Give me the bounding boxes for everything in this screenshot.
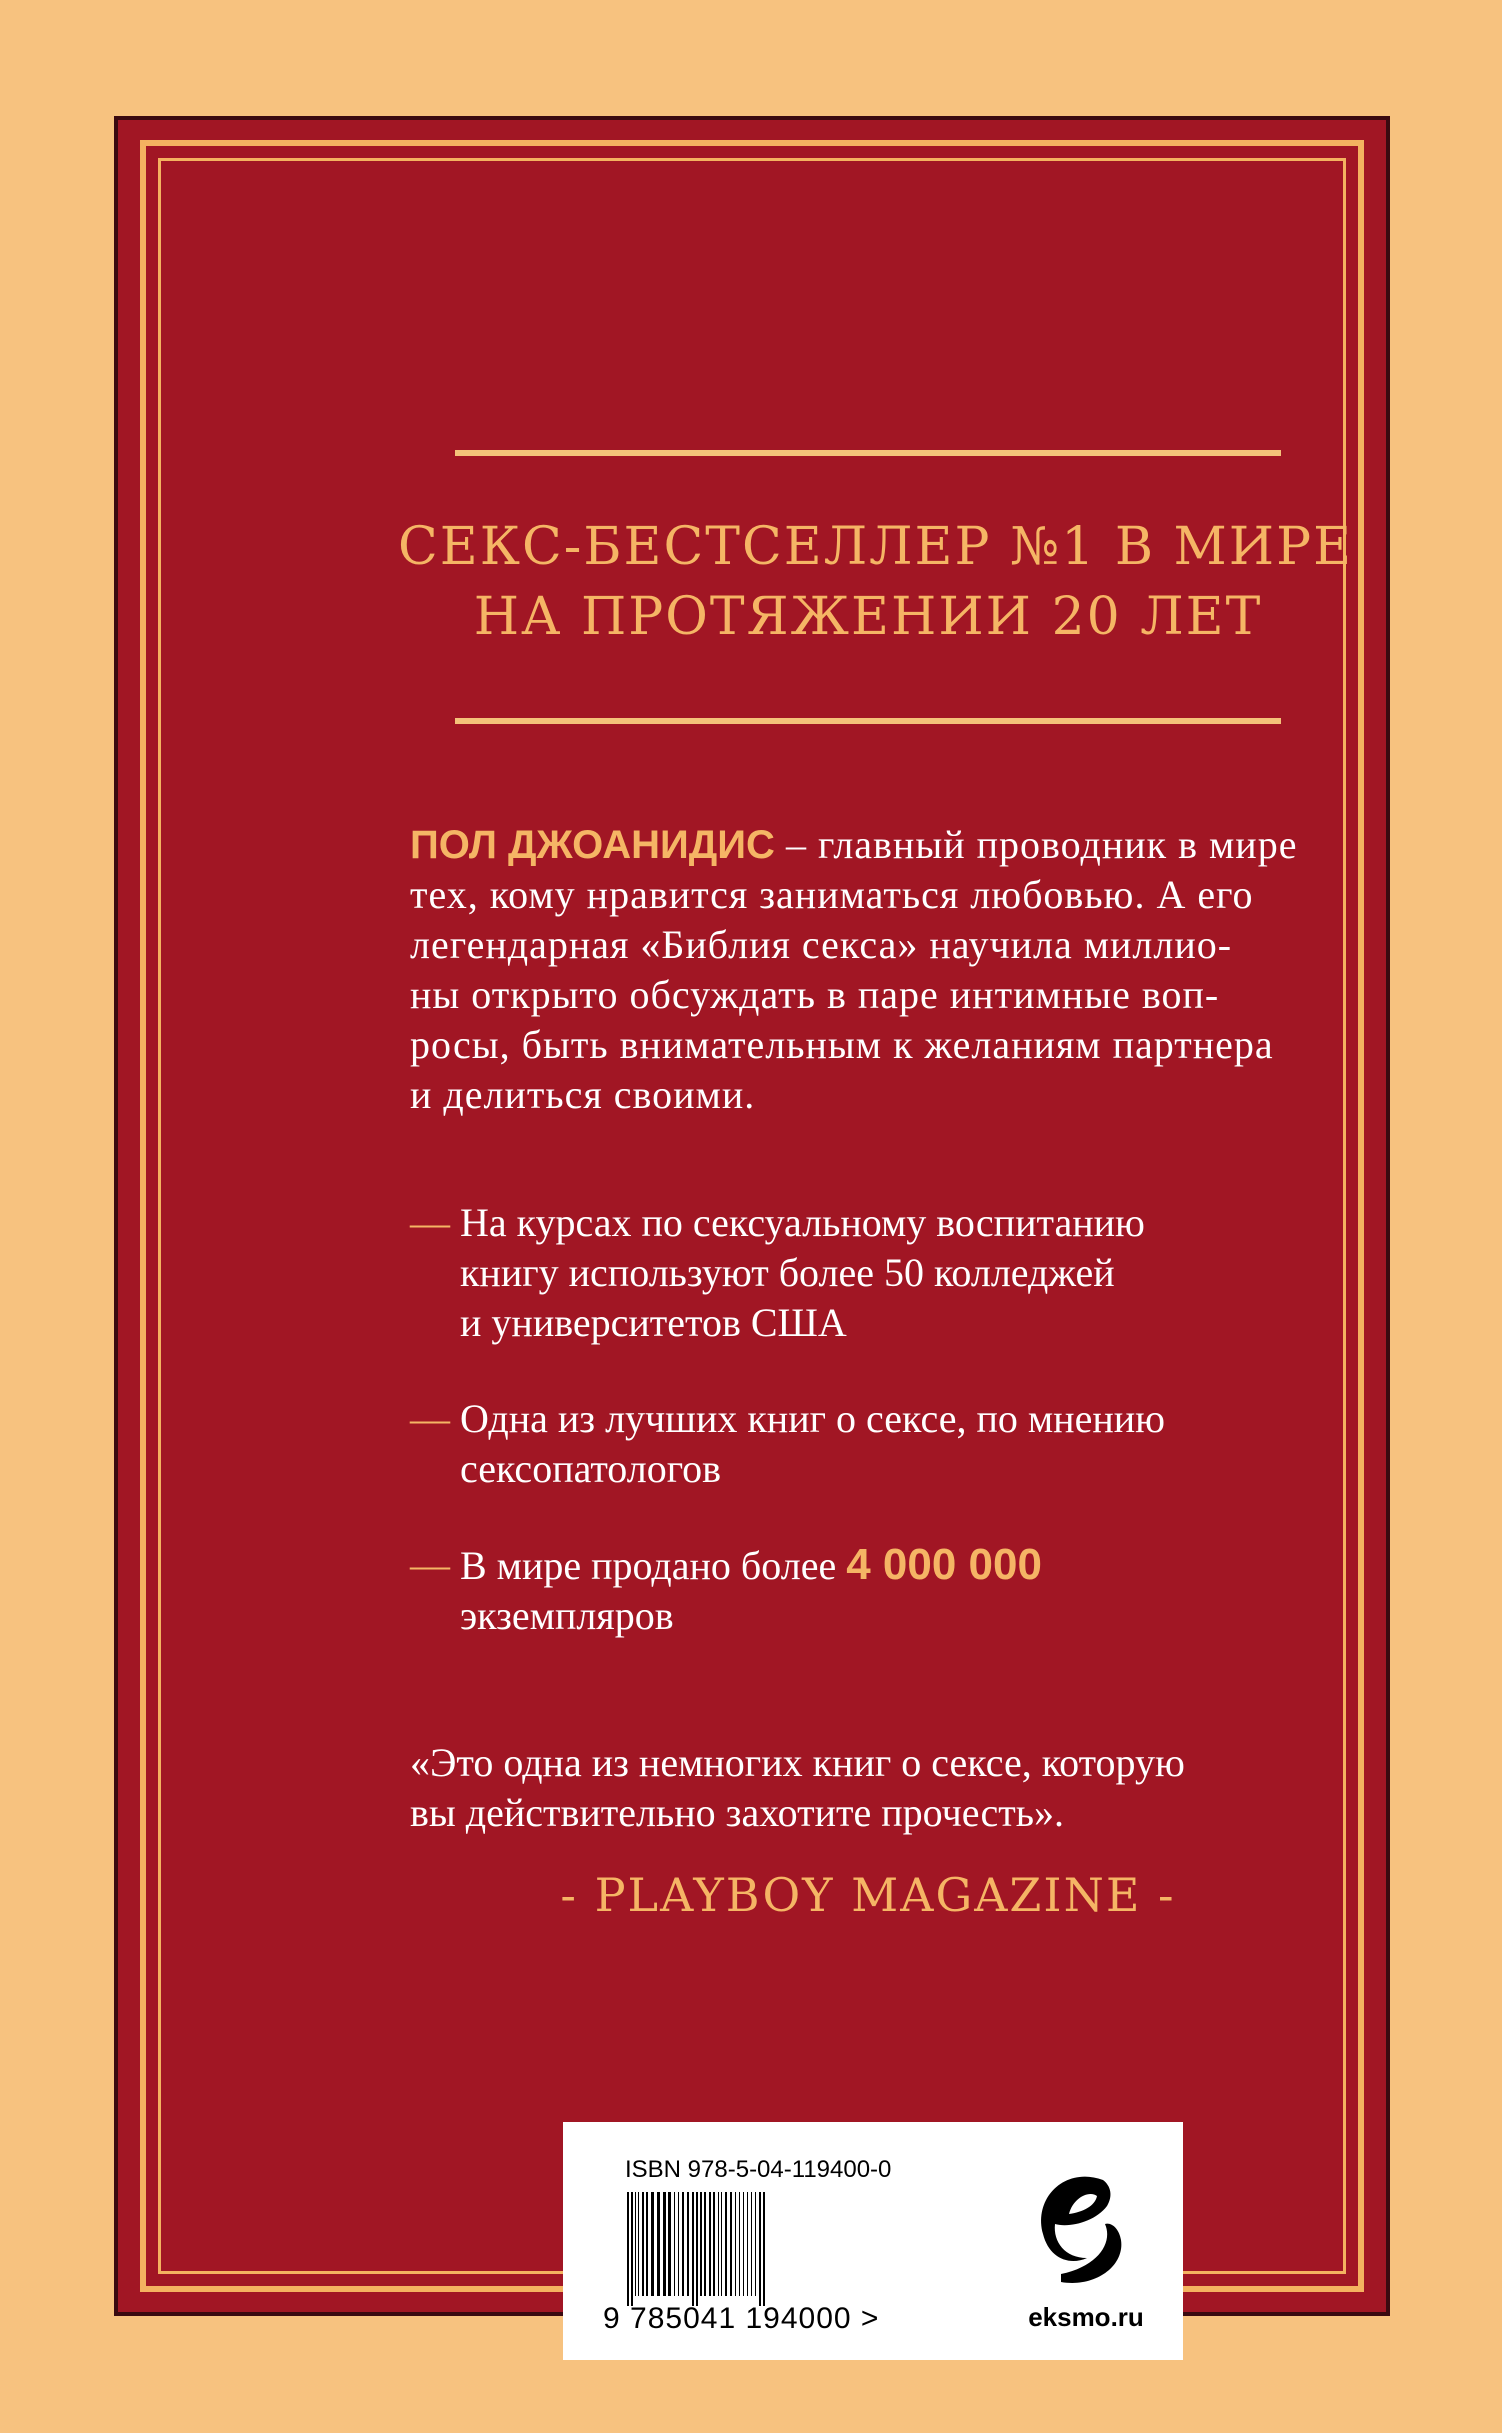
bullet-2-line-2: сексопатологов [460,1446,721,1491]
intro-line-1-rest: – главный проводник в мире [774,822,1298,867]
author-name: ПОЛ ДЖОАНИДИС [410,823,775,867]
bullet-1-line-1: На курсах по сексуальному воспитанию [460,1200,1145,1245]
bullet-dash: — [410,1200,450,1245]
bullet-dash: — [410,1396,450,1441]
intro-line-3: легендарная «Библия секса» научила миллио- [410,922,1233,967]
bullet-3-line-1 [460,1540,1340,1591]
intro-line-4: ны открыто обсуждать в паре интимные воп- [410,972,1220,1017]
intro-line-5: росы, быть внимательным к желаниям партнера [410,1022,1274,1067]
top-divider [455,450,1281,456]
isbn-label: ISBN 978-5-04-119400-0 [625,2156,892,2183]
bullet-1-line-2: книгу используют более 50 колледжей [460,1250,1115,1295]
headline-line-2: НА ПРОТЯЖЕНИИ 20 ЛЕТ [473,587,1263,647]
bottom-divider [455,718,1281,724]
barcode-image [625,2192,931,2306]
bullet-dash: — [410,1542,450,1587]
barcode-panel [563,2122,1183,2360]
publisher-site: eksmo.ru [1028,2302,1144,2332]
bullet-3-prefix: В мире продано более [460,1543,847,1588]
quote-source: - PLAYBOY MAGAZINE - [560,1868,1176,1922]
intro-line-6: и делиться своими. [410,1072,756,1117]
bullet-2-line-1: Одна из лучших книг о сексе, по мнению [460,1396,1166,1441]
intro-line-1 [410,820,1340,870]
copies-sold-count: 4 000 000 [846,1540,1042,1589]
headline-line-1: СЕКС-БЕСТСЕЛЛЕР №1 В МИРЕ [398,517,1354,577]
intro-paragraph [410,820,1340,1120]
bullet-item-best-books [410,1394,1340,1494]
bullet-list [410,1198,1340,1687]
quote-line-1: «Это одна из немногих книг о сексе, которую [410,1740,1185,1785]
barcode-digits: 9 785041 194000 > [603,2302,880,2335]
book-back-cover [114,116,1390,2335]
headline [398,512,1354,652]
bullet-3-line-2: экземпляров [460,1593,674,1638]
bullet-item-colleges [410,1198,1340,1348]
review-quote [410,1738,1340,1838]
quote-line-2: вы действительно захотите прочесть». [410,1790,1064,1835]
bullet-1-line-3: и университетов США [460,1300,847,1345]
bullet-item-copies-sold [410,1540,1340,1641]
intro-line-2: тех, кому нравится заниматься любовью. А его [410,872,1254,917]
eksmo-logo-icon [1025,2162,1135,2292]
